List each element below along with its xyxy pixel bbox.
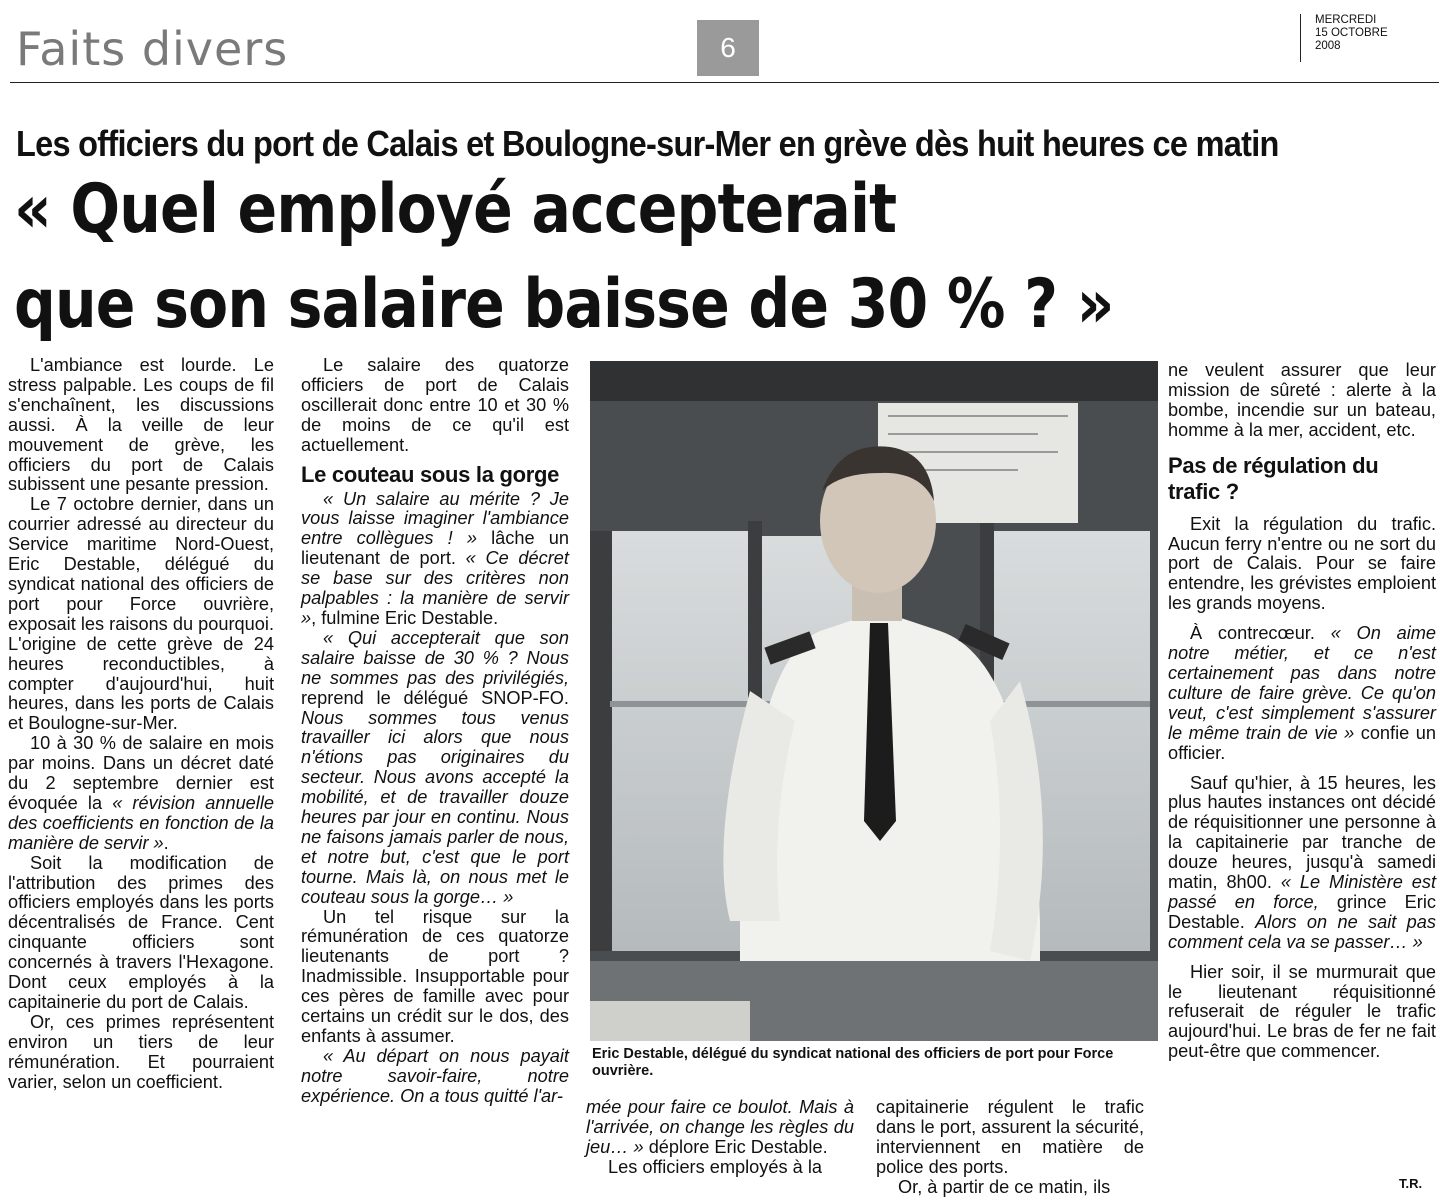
- paragraph: Soit la modification de l'attribution des primes des officiers employés dans les ports décentralisés de France. Cent cinquante officiers sont concernés à travers l'Hexagone. Dont ceux employés à la capitainerie du port de Calais.: [8, 852, 274, 1012]
- article-column-5: [1168, 361, 1436, 1062]
- text-run: grince Eric Destable.: [1168, 891, 1437, 932]
- paragraph: [301, 1047, 569, 1107]
- text-run: , fulmine Eric Destable.: [311, 607, 499, 628]
- text-run: 10 à 30 % de salaire en mois par moins. Dans un décret daté du 2 septembre dernier est évoquée la: [8, 733, 274, 813]
- text-run: déplore Eric Destable.: [643, 1136, 828, 1157]
- dateline-date: 15 OCTOBRE: [1315, 27, 1388, 39]
- paragraph: [1168, 774, 1436, 953]
- quote-run: « On aime notre métier, et ce n'est certainement pas dans notre culture de faire grève. Ce qu'on veut, c'est simplement s'assurer le même train de vie »: [1168, 623, 1436, 743]
- paragraph: Exit la régulation du trafic. Aucun ferry n'entre ou ne sort du port de Calais. Pour se faire entendre, les grévistes emploient les grands moyens.: [1168, 513, 1436, 614]
- text-run: .: [163, 832, 169, 853]
- article-column-2: [301, 356, 569, 1107]
- quote-run: « Le Ministère est passé en force,: [1168, 872, 1436, 912]
- text-run: reprend le délégué SNOP-FO.: [301, 687, 569, 708]
- quote-run: « révision annuelle des coefficients en fonction de la manière de servir »: [8, 792, 274, 853]
- photo-illustration: [590, 361, 1158, 1041]
- paragraph: Or, à partir de ce matin, ils: [898, 1176, 1111, 1197]
- section-title: Faits divers: [16, 22, 289, 76]
- paragraph: Or, ces primes représentent environ un tiers de leur rémunération. Et pourraient varier, selon un coefficient.: [8, 1011, 274, 1092]
- quote-run: mée pour faire ce boulot. Mais à l'arrivée, on change les règles du jeu… »: [586, 1097, 854, 1157]
- paragraph: Hier soir, il se murmurait que le lieutenant réquisitionné refuserait de réguler le trafic aujourd'hui. Le bras de fer ne fait peut-être que commencer.: [1168, 961, 1436, 1062]
- page-number: 6: [697, 20, 759, 76]
- headline-line-1: « Quel employé accepterait: [14, 170, 897, 249]
- headline-line-2: que son salaire baisse de 30 % ? »: [14, 265, 1114, 344]
- paragraph: [8, 734, 274, 853]
- dateline-day: MERCREDI: [1315, 14, 1377, 26]
- quote-run: « Ce décret se base sur des critères non palpables : la manière de servir »: [301, 548, 569, 628]
- article-column-1: [8, 356, 274, 1093]
- text-run: confie un officier.: [1168, 722, 1436, 763]
- dateline-year: 2008: [1315, 40, 1341, 52]
- article-column-3: [586, 1098, 854, 1178]
- paragraph: Le 7 octobre dernier, dans un courrier adressé au directeur du Service maritime Nord-Ouest, Eric Destable, délégué du syndicat national des officiers de port pour Force ouvrière, exposait les raisons du pourquoi. L'origine de cette grève de 24 heures reconductibles, à compter d'aujourd'hui, huit heures, dans les ports de Calais et Boulogne-sur-Mer.: [8, 494, 274, 734]
- paragraph: [586, 1098, 854, 1158]
- dateline: [1300, 14, 1449, 62]
- paragraph: [301, 490, 569, 629]
- quote-run: Nous sommes tous venus travailler ici alors que nous n'étions pas originaires du secteur. Nous avons accepté la mobilité, et de travailler douze heures par jour en continu. Nous ne faisons jamais parler de nous, et notre but, c'est que le port tourne. Mais là, on nous met le couteau sous la gorge… »: [301, 707, 569, 907]
- paragraph: Un tel risque sur la rémunération de ces quatorze lieutenants de port ? Inadmissible. Insupportable pour ces pères de famille avec pour certains un crédit sur le dos, des enfants à assumer.: [301, 906, 569, 1046]
- article-column-4: [876, 1098, 1144, 1198]
- paragraph: [1168, 624, 1436, 763]
- article-kicker: Les officiers du port de Calais et Boulogne-sur-Mer en grève dès huit heures ce matin: [16, 123, 1279, 164]
- paragraph: capitainerie régulent le trafic dans le port, assurent la sécurité, interviennent en matière de police des ports.: [876, 1097, 1144, 1177]
- quote-run: « Au départ on nous payait notre savoir-faire, notre expérience. On a tous quitté l'ar-: [301, 1045, 569, 1106]
- text-run: À contrecœur.: [1190, 623, 1331, 644]
- paragraph: L'ambiance est lourde. Le stress palpable. Les coups de fil s'enchaînent, les discussions aussi. À la veille de leur mouvement de grève, les officiers du port de Calais subissent une pesante pression.: [8, 355, 274, 495]
- byline: T.R.: [1399, 1176, 1423, 1191]
- header-divider: [10, 82, 1439, 83]
- quote-run: « Un salaire au mérite ? Je vous laisse imaginer l'ambiance entre collègues ! »: [301, 488, 569, 549]
- paragraph: ne veulent assurer que leur mission de sûreté : alerte à la bombe, incendie sur un bateau, homme à la mer, accident, etc.: [1168, 360, 1436, 440]
- subheading: Pas de régulation du trafic ?: [1168, 452, 1379, 504]
- text-run: lâche un lieutenant de port.: [301, 528, 569, 569]
- quote-run: Alors on ne sait pas comment cela va se passer… »: [1168, 911, 1436, 952]
- photo-caption: Eric Destable, délégué du syndicat national des officiers de port pour Force ouvrière.: [592, 1046, 1114, 1079]
- paragraph: Le salaire des quatorze officiers de port de Calais oscillerait donc entre 10 et 30 % de moins de ce qu'il est actuellement.: [301, 355, 569, 455]
- subheading: Le couteau sous la gorge: [301, 461, 560, 487]
- paragraph: [301, 629, 569, 908]
- article-photo: [590, 361, 1158, 1041]
- text-run: Sauf qu'hier, à 15 heures, les plus hautes instances ont décidé de réquisitionner une personne à la capitainerie par tranche de douze heures, jusqu'à samedi matin, 8h00.: [1168, 772, 1436, 893]
- quote-run: « Qui accepterait que son salaire baisse de 30 % ? Nous ne sommes pas des privilégiés,: [301, 627, 569, 688]
- paragraph: Les officiers employés à la: [608, 1156, 822, 1177]
